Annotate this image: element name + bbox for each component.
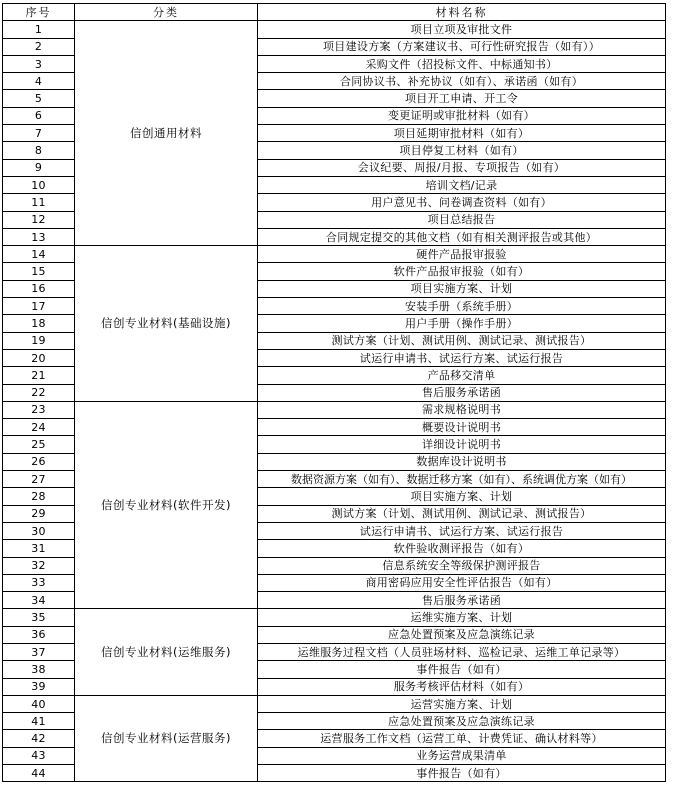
material-name: 信息系统安全等级保护测评报告: [258, 557, 666, 574]
material-name: 售后服务承诺函: [258, 384, 666, 401]
row-number: 33: [3, 574, 75, 591]
row-number: 26: [3, 453, 75, 470]
category-cell: 信创专业材料(基础设施): [75, 246, 258, 402]
row-number: 31: [3, 540, 75, 557]
material-name: 项目建设方案（方案建议书、可行性研究报告（如有））: [258, 38, 666, 55]
material-name: 硬件产品报审报验: [258, 246, 666, 263]
row-number: 18: [3, 315, 75, 332]
material-name: 变更证明或审批材料（如有）: [258, 107, 666, 124]
material-name: 项目实施方案、计划: [258, 280, 666, 297]
row-number: 2: [3, 38, 75, 55]
header-material-name: 材料名称: [258, 4, 666, 21]
material-name: 应急处置预案及应急演练记录: [258, 626, 666, 643]
material-name: 安装手册（系统手册）: [258, 298, 666, 315]
material-name: 事件报告（如有）: [258, 661, 666, 678]
header-row: [3, 4, 666, 21]
row-number: 12: [3, 211, 75, 228]
material-name: 商用密码应用安全性评估报告（如有）: [258, 574, 666, 591]
table-row: [3, 246, 666, 263]
category-cell: 信创专业材料(软件开发): [75, 401, 258, 609]
material-name: 详细设计说明书: [258, 436, 666, 453]
material-name: 产品移交清单: [258, 367, 666, 384]
row-number: 30: [3, 522, 75, 539]
category-cell: 信创专业材料(运维服务): [75, 609, 258, 695]
material-name: 项目开工申请、开工令: [258, 90, 666, 107]
material-name: 概要设计说明书: [258, 419, 666, 436]
row-number: 41: [3, 713, 75, 730]
header-category: 分类: [75, 4, 258, 21]
material-name: 运营服务工作文档（运营工单、计费凭证、确认材料等）: [258, 730, 666, 747]
row-number: 37: [3, 643, 75, 660]
row-number: 15: [3, 263, 75, 280]
row-number: 22: [3, 384, 75, 401]
table-row: [3, 609, 666, 626]
row-number: 4: [3, 73, 75, 90]
row-number: 13: [3, 228, 75, 245]
material-name: 应急处置预案及应急演练记录: [258, 713, 666, 730]
row-number: 1: [3, 21, 75, 38]
row-number: 6: [3, 107, 75, 124]
material-name: 试运行申请书、试运行方案、试运行报告: [258, 522, 666, 539]
row-number: 8: [3, 142, 75, 159]
material-name: 合同协议书、补充协议（如有）、承诺函（如有）: [258, 73, 666, 90]
row-number: 32: [3, 557, 75, 574]
material-name: 事件报告（如有）: [258, 765, 666, 782]
material-name: 软件验收测评报告（如有）: [258, 540, 666, 557]
row-number: 35: [3, 609, 75, 626]
row-number: 16: [3, 280, 75, 297]
material-name: 试运行申请书、试运行方案、试运行报告: [258, 349, 666, 366]
table-row: [3, 21, 666, 38]
category-cell: 信创专业材料(运营服务): [75, 695, 258, 781]
material-name: 采购文件（招投标文件、中标通知书）: [258, 55, 666, 72]
row-number: 20: [3, 349, 75, 366]
row-number: 17: [3, 298, 75, 315]
row-number: 38: [3, 661, 75, 678]
material-name: 运维服务过程文档（人员驻场材料、巡检记录、运维工单记录等）: [258, 643, 666, 660]
material-name: 服务考核评估材料（如有）: [258, 678, 666, 695]
material-name: 培训文档/记录: [258, 176, 666, 193]
material-name: 项目立项及审批文件: [258, 21, 666, 38]
table-body: [3, 21, 666, 782]
row-number: 27: [3, 471, 75, 488]
row-number: 25: [3, 436, 75, 453]
material-name: 项目停复工材料（如有）: [258, 142, 666, 159]
material-name: 用户意见书、问卷调查资料（如有）: [258, 194, 666, 211]
row-number: 36: [3, 626, 75, 643]
material-name: 售后服务承诺函: [258, 592, 666, 609]
table-row: [3, 695, 666, 712]
material-name: 数据资源方案（如有）、数据迁移方案（如有）、系统调优方案（如有）: [258, 471, 666, 488]
material-name: 软件产品报审报验（如有）: [258, 263, 666, 280]
material-name: 需求规格说明书: [258, 401, 666, 418]
material-name: 业务运营成果清单: [258, 747, 666, 764]
row-number: 34: [3, 592, 75, 609]
row-number: 11: [3, 194, 75, 211]
material-name: 测试方案（计划、测试用例、测试记录、测试报告）: [258, 332, 666, 349]
row-number: 44: [3, 765, 75, 782]
row-number: 43: [3, 747, 75, 764]
row-number: 10: [3, 176, 75, 193]
table-row: [3, 401, 666, 418]
row-number: 14: [3, 246, 75, 263]
material-name: 会议纪要、周报/月报、专项报告（如有）: [258, 159, 666, 176]
row-number: 21: [3, 367, 75, 384]
row-number: 29: [3, 505, 75, 522]
row-number: 9: [3, 159, 75, 176]
material-name: 运维实施方案、计划: [258, 609, 666, 626]
row-number: 3: [3, 55, 75, 72]
row-number: 28: [3, 488, 75, 505]
row-number: 7: [3, 125, 75, 142]
material-name: 测试方案（计划、测试用例、测试记录、测试报告）: [258, 505, 666, 522]
row-number: 24: [3, 419, 75, 436]
row-number: 42: [3, 730, 75, 747]
material-name: 合同规定提交的其他文档（如有相关测评报告或其他）: [258, 228, 666, 245]
material-name: 用户手册（操作手册）: [258, 315, 666, 332]
material-name: 运营实施方案、计划: [258, 695, 666, 712]
material-name: 项目总结报告: [258, 211, 666, 228]
material-name: 项目延期审批材料（如有）: [258, 125, 666, 142]
material-name: 数据库设计说明书: [258, 453, 666, 470]
row-number: 23: [3, 401, 75, 418]
header-num: 序号: [3, 4, 75, 21]
row-number: 39: [3, 678, 75, 695]
material-name: 项目实施方案、计划: [258, 488, 666, 505]
row-number: 5: [3, 90, 75, 107]
materials-table: [2, 3, 666, 782]
row-number: 19: [3, 332, 75, 349]
row-number: 40: [3, 695, 75, 712]
table-header: [3, 4, 666, 21]
category-cell: 信创通用材料: [75, 21, 258, 246]
